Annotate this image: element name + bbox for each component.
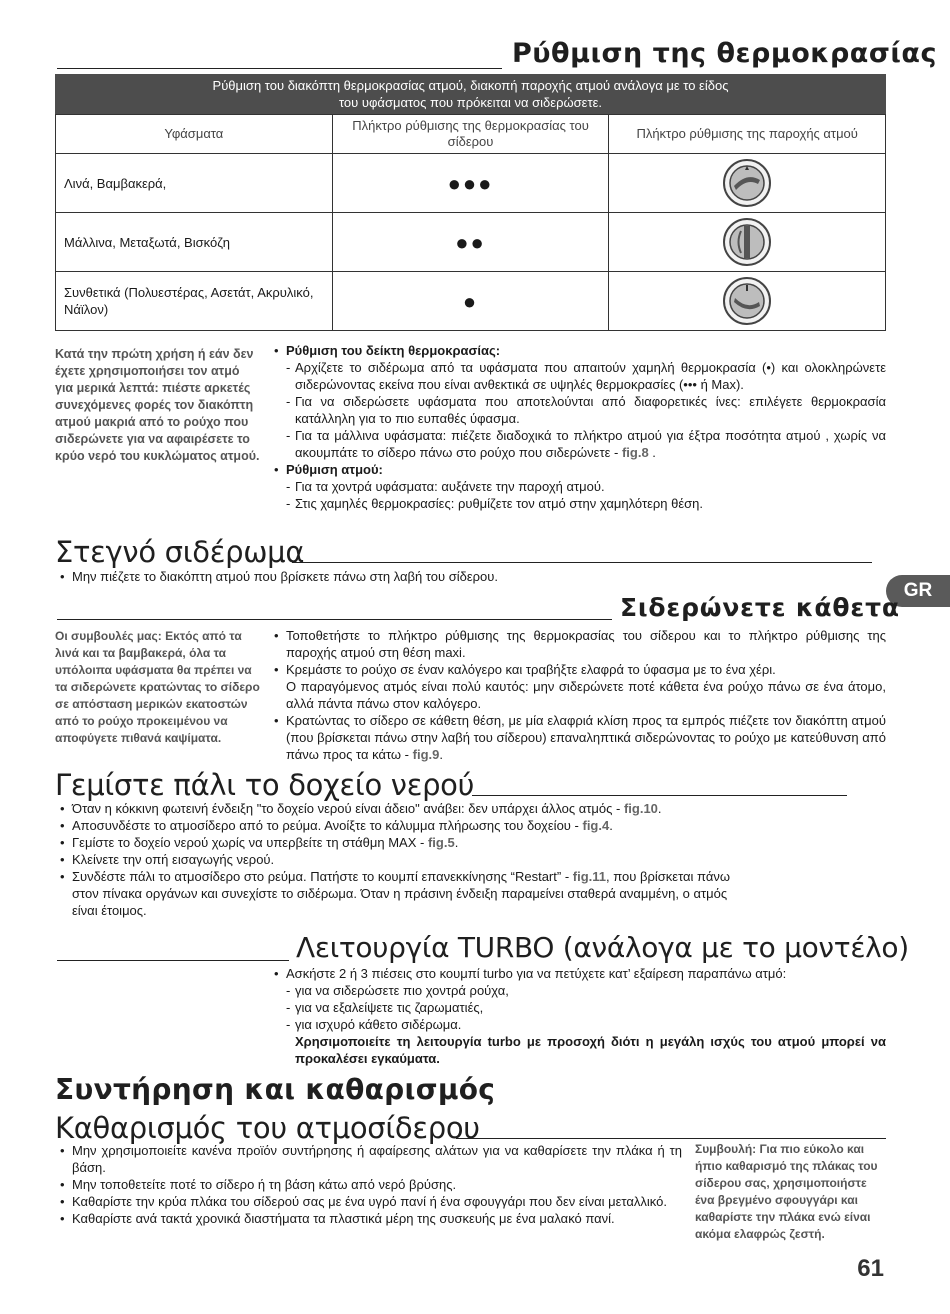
vertical-instructions — [272, 627, 886, 763]
temperature-instructions — [272, 342, 886, 512]
turbo-block — [272, 965, 886, 1067]
fabric-cell: Μάλλινα, Μεταξωτά, Βισκόζη — [56, 213, 333, 272]
list-item: • Γεμίστε το δοχείο νερού χωρίς να υπερβείτε τη στάθμη MAX - fig.5. — [58, 834, 730, 851]
list-item: • Μην τοποθετείτε ποτέ το σίδερο ή τη βάση κάτω από νερό βρύσης. — [58, 1176, 682, 1193]
section-title-cleaning: Καθαρισμός του ατμοσίδερου — [55, 1111, 480, 1145]
fabric-cell: Λινά, Βαμβακερά, — [56, 154, 333, 213]
vertical-item2-warning: Ο παραγόμενος ατμός είναι πολύ καυτός: μην σιδερώνετε ποτέ κάθετα ένα ρούχο πάνω σε ένα άτομο, αλλά πάντα πάνω στον καλόγερο. — [286, 679, 886, 711]
list-item: • Καθαρίστε την κρύα πλάκα του σίδερού σας με ένα υγρό πανί ή ένα σφουγγάρι που δεν είναι μεταλλικό. — [58, 1193, 682, 1210]
list-item: - Στις χαμηλές θερμοκρασίες: ρυθμίζετε τον ατμό στην χαμηλότερη θέση. — [286, 495, 886, 512]
refill-item2-text: Αποσυνδέστε το ατμοσίδερο από το ρεύμα. Ανοίξτε το κάλυμμα πλήρωσης του δοχείου - — [72, 818, 579, 833]
refill-item5-rest: , που βρίσκεται πάνω στον πίνακα οργάνων και συνεχίστε το σιδέρωμα. Όταν η πράσινη ένδειξη παραμείνει σταθερά αναμμένη, ο ατμός είναι έτοιμος. — [72, 869, 730, 918]
cleaning-instructions — [58, 1142, 682, 1227]
temperature-dots: ●● — [332, 213, 609, 272]
language-tab-gr: GR — [886, 575, 950, 607]
list-item: • Κρατώντας το σίδερο σε κάθετη θέση, με μία ελαφριά κλίση προς τα εμπρός πιέζετε τον διακόπτη ατμού (που βρίσκεται πάνω στην λαβή του σίδερου) επαναληπτικά σιδερώνοντας το ρούχο με κατεύθυνση από πάνω προς τα κάτω - fig.9. — [272, 712, 886, 763]
fig-ref: fig.11 — [572, 869, 607, 884]
list-item — [58, 868, 730, 919]
turbo-warning: Χρησιμοποιείτε τη λειτουργία turbo με προσοχή διότι η μεγάλη ισχύς του ατμού μπορεί να προκαλέσει εγκαύματα. — [295, 1034, 886, 1066]
header-fabrics: Υφάσματα — [56, 115, 333, 154]
section-title-temperature: Ρύθμιση της θερμοκρασίας — [512, 38, 937, 69]
vertical-tip: Οι συμβουλές μας: Εκτός από τα λινά και τα βαμβακερά, όλα τα υπόλοιπα υφάσματα θα πρέπει να τα σιδερώνετε κρατώντας το σίδερο σε απόσταση μερικών εκατοστών από το ρούχο προκειμένου να αποφύγετε πιθανά καψίματα. — [55, 629, 260, 745]
section-title-dry-ironing: Στεγνό σιδέρωμα — [55, 535, 305, 569]
refill-item3-text: Γεμίστε το δοχείο νερού χωρίς να υπερβείτε τη στάθμη MAX - — [72, 835, 425, 850]
fabric-cell: Συνθετικά (Πολυεστέρας, Ασετάτ, Ακρυλικό, Νάϊλον) — [56, 272, 333, 331]
list-item: • Κλείνετε την οπή εισαγωγής νερού. — [58, 851, 730, 868]
fabric-settings-table — [55, 114, 886, 331]
steam-dial-cell — [609, 213, 886, 272]
table-row — [56, 213, 886, 272]
temperature-dots: ● — [332, 272, 609, 331]
section-title-maintenance: Συντήρηση και καθαρισμός — [55, 1073, 496, 1106]
turbo-intro: Ασκήστε 2 ή 3 πιέσεις στο κουμπί turbo για να πετύχετε κατ’ εξαίρεση παραπάνω ατμό: — [286, 966, 787, 981]
temperature-dots: ●●● — [332, 154, 609, 213]
cleaning-tip: Συμβουλή: Για πιο εύκολο και ήπιο καθαρισμό της πλάκας του σίδερου σας, χρησιμοποιήστε ένα βρεγμένο σφουγγάρι και καθαρίστε την πλάκα ενώ είναι ακόμα ελαφρώς ζεστή. — [695, 1142, 878, 1241]
vertical-item2-text: • Κρεμάστε το ρούχο σε έναν καλόγερο και τραβήξτε ελαφρά το ύφασμα με το ένα χέρι. — [286, 662, 776, 677]
steam-dial-max-icon — [722, 158, 772, 208]
steam-dial-mid-icon — [722, 217, 772, 267]
fig-ref: fig.5 — [427, 835, 455, 850]
temperature-banner — [55, 74, 886, 114]
refill-item5-text: Συνδέστε πάλι το ατμοσίδερο στο ρεύμα. Πατήστε το κουμπί επανεκκίνησης “Restart” - — [72, 869, 570, 884]
section-title-vertical-ironing: Σιδερώνετε κάθετα — [620, 593, 900, 622]
turbo-instructions — [272, 965, 886, 1067]
list-item: • Όταν η κόκκινη φωτεινή ένδειξη "το δοχείο νερού είναι άδειο" ανάβει: δεν υπάρχει άλλος ατμός - fig.10. — [58, 800, 730, 817]
section-title-turbo: Λειτουργία TURBO (ανάλογα με το μοντέλο) — [296, 931, 909, 964]
indicator-heading: Ρύθμιση του δείκτη θερμοκρασίας: — [286, 343, 501, 358]
table-header-row — [56, 115, 886, 154]
table-row — [56, 154, 886, 213]
indicator-item-text: Για τα μάλλινα υφάσματα: πιέζετε διαδοχικά το πλήκτρο ατμού για έξτρα ποσότητα ατμού , χωρίς να ακουμπάτε το σίδερο πάνω στο ρούχο που σιδερώνετε - — [295, 428, 886, 460]
banner-line-1: Ρύθμιση του διακόπτη θερμοκρασίας ατμού, διακοπή παροχής ατμού ανάλογα με το είδος — [212, 78, 729, 93]
list-item: • Μην χρησιμοποιείτε κανένα προϊόν συντήρησης ή αφαίρεσης αλάτων για να καθαρίσετε την πλάκα ή τη βάση. — [58, 1142, 682, 1176]
list-item: - Για να σιδερώσετε υφάσματα που αποτελούνται από διαφορετικές ίνες: επιλέγετε θερμοκρασία κατάλληλη για το πιο ευπαθές ύφασμα. — [286, 393, 886, 427]
list-item: - Για τα χοντρά υφάσματα: αυξάνετε την παροχή ατμού. — [286, 478, 886, 495]
refill-item1-text: Όταν η κόκκινη φωτεινή ένδειξη "το δοχείο νερού είναι άδειο" ανάβει: δεν υπάρχει άλλος ατμός - — [72, 801, 621, 816]
steam-dial-cell — [609, 154, 886, 213]
fig-ref: fig.8 — [621, 445, 649, 460]
list-item: • Καθαρίστε ανά τακτά χρονικά διαστήματα τα πλαστικά μέρη της συσκευής με ένα μαλακό πανί. — [58, 1210, 682, 1227]
fig-ref: fig.10 — [623, 801, 658, 816]
list-item: - για ισχυρό κάθετο σιδέρωμα. — [286, 1016, 886, 1033]
list-item — [272, 661, 886, 712]
refill-instructions — [58, 800, 730, 919]
banner-line-2: του υφάσματος που πρόκειται να σιδερώσετε. — [338, 95, 602, 110]
fig-ref: fig.9 — [412, 747, 440, 762]
fig-ref: fig.4 — [582, 818, 610, 833]
header-steam-knob: Πλήκτρο ρύθμισης της παροχής ατμού — [609, 115, 886, 154]
list-item: - Αρχίζετε το σιδέρωμα από τα υφάσματα που απαιτούν χαμηλή θερμοκρασία (•) και ολοκληρώνετε σιδερώνοντας εκείνα που είναι ανθεκτικά σε υψηλές θερμοκρασίες (••• ή Max). — [286, 359, 886, 393]
page-number: 61 — [857, 1255, 884, 1282]
table-row — [56, 272, 886, 331]
list-item: - για να εξαλείψετε τις ζαρωματιές, — [286, 999, 886, 1016]
list-item: • Αποσυνδέστε το ατμοσίδερο από το ρεύμα. Ανοίξτε το κάλυμμα πλήρωσης του δοχείου - fig.4. — [58, 817, 730, 834]
list-item: • Μην πιέζετε το διακόπτη ατμού που βρίσκετε πάνω στη λαβή του σίδερου. — [58, 568, 878, 585]
section-title-refill: Γεμίστε πάλι το δοχείο νερού — [55, 768, 475, 802]
list-item: - για να σιδερώσετε πιο χοντρά ρούχα, — [286, 982, 886, 999]
list-item: • Τοποθετήστε το πλήκτρο ρύθμισης της θερμοκρασίας του σίδερου και το πλήκτρο ρύθμισης της παροχής ατμού στη θέση maxi. — [272, 627, 886, 661]
indicator-block — [272, 342, 886, 461]
steam-dial-cell — [609, 272, 886, 331]
first-use-tip: Κατά την πρώτη χρήση ή εάν δεν έχετε χρησιμοποιήσει τον ατμό για μερικά λεπτά: πιέστε αρκετές συνεχόμενες φορές τον διακόπτη ατμού μακριά από το ρούχο που σιδερώνετε για να αφαιρέσετε το κρύο νερό του κυκλώματος ατμού. — [55, 347, 260, 463]
list-item: - Για τα μάλλινα υφάσματα: πιέζετε διαδοχικά το πλήκτρο ατμού για έξτρα ποσότητα ατμού , χωρίς να ακουμπάτε το σίδερο πάνω στο ρούχο που σιδερώνετε - fig.8 . — [286, 427, 886, 461]
steam-block — [272, 461, 886, 512]
header-temperature-knob: Πλήκτρο ρύθμισης της θερμοκρασίας του σίδερου — [332, 115, 609, 154]
dry-ironing-list — [58, 568, 878, 585]
steam-dial-min-icon — [722, 276, 772, 326]
steam-heading: Ρύθμιση ατμού: — [286, 462, 383, 477]
vertical-item3-text: Κρατώντας το σίδερο σε κάθετη θέση, με μία ελαφριά κλίση προς τα εμπρός πιέζετε τον διακόπτη ατμού (που βρίσκεται πάνω στην λαβή του σίδερου) επαναληπτικά σιδερώνοντας το ρούχο με κατεύθυνση από πάνω προς τα κάτω - — [286, 713, 886, 762]
